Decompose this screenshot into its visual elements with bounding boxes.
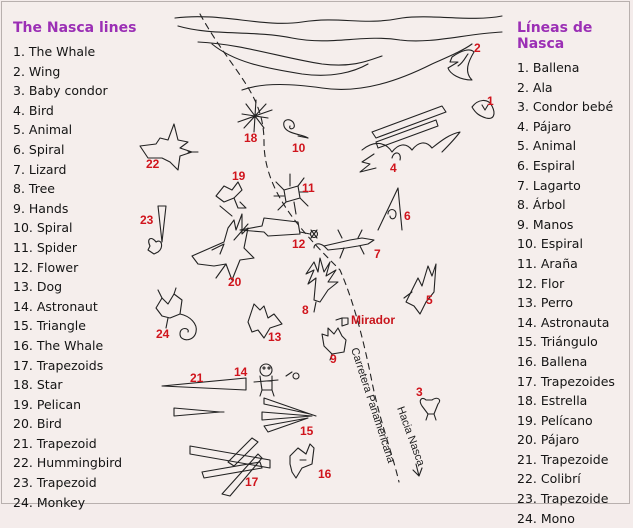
legend-english-item-10: 10. Spiral (13, 220, 73, 236)
label-1: 1 (487, 94, 494, 108)
figure-bird-20 (192, 214, 254, 280)
label-21: 21 (190, 371, 204, 385)
legend-spanish-item-17: 17. Trapezoides (517, 373, 615, 389)
label-15: 15 (300, 424, 314, 438)
label-2: 2 (474, 41, 481, 55)
label-13: 13 (268, 330, 282, 344)
legend-english-item-7: 7. Lizard (13, 161, 67, 177)
legend-english-item-9: 9. Hands (13, 200, 69, 216)
legend-english-item-23: 23. Trapezoid (13, 475, 97, 491)
legend-english-item-12: 12. Flower (13, 259, 79, 275)
legend-spanish-title: Líneas de Nasca (517, 20, 593, 52)
legend-english-item-6: 6. Spiral (13, 141, 65, 157)
legend-english-title: The Nasca lines (13, 20, 137, 36)
legend-english-item-19: 19. Pelican (13, 396, 82, 412)
figure-flower-12 (240, 218, 318, 238)
label-23: 23 (140, 213, 154, 227)
figure-astronaut-14 (254, 364, 299, 396)
label-19: 19 (232, 169, 246, 183)
legend-english-item-18: 18. Star (13, 377, 63, 393)
legend-spanish-item-19: 19. Pelícano (517, 412, 593, 428)
legend-english-item-21: 21. Trapezoid (13, 435, 97, 451)
legend-spanish-item-20: 20. Pájaro (517, 432, 580, 448)
label-8: 8 (302, 303, 309, 317)
legend-spanish-item-14: 14. Astronauta (517, 314, 610, 330)
figure-spiral-10 (284, 120, 308, 138)
legend-english-item-11: 11. Spider (13, 239, 77, 255)
legend-english-item-24: 24. Monkey (13, 494, 86, 510)
figure-star-18 (238, 100, 272, 132)
legend-spanish-item-4: 4. Pájaro (517, 118, 572, 134)
label-10: 10 (292, 141, 306, 155)
legend-spanish-item-15: 15. Triángulo (517, 334, 598, 350)
legend-spanish-item-21: 21. Trapezoide (517, 451, 609, 467)
map-frame (1, 1, 630, 526)
label-14: 14 (234, 365, 248, 379)
label-24: 24 (156, 327, 170, 341)
legend-spanish-item-12: 12. Flor (517, 275, 565, 291)
label-22: 22 (146, 157, 160, 171)
legend-spanish-item-2: 2. Ala (517, 79, 553, 95)
legend-spanish-item-18: 18. Estrella (517, 393, 588, 409)
figure-bird-4 (360, 106, 460, 172)
mirador-icon (336, 318, 348, 326)
legend-spanish-item-6: 6. Espiral (517, 157, 575, 173)
label-11: 11 (302, 181, 315, 195)
legend-spanish-item-9: 9. Manos (517, 216, 574, 232)
legend-english-item-14: 14. Astronaut (13, 298, 98, 314)
figure-trapezoid-21 (162, 378, 246, 416)
figure-baby-condor-3 (420, 398, 439, 420)
legend-english-item-2: 2. Wing (13, 63, 61, 79)
legend-english-item-17: 17. Trapezoids (13, 357, 104, 373)
legend-spanish-item-1: 1. Ballena (517, 60, 580, 75)
legend-spanish-item-23: 23. Trapezoide (517, 491, 609, 507)
legend-english-item-5: 5. Animal (13, 122, 73, 138)
legend-english-item-13: 13. Dog (13, 279, 63, 295)
figure-numbers (140, 41, 494, 489)
legend-spanish-item-24: 24. Mono (517, 510, 575, 526)
legend-spanish-item-13: 13. Perro (517, 295, 574, 311)
label-16: 16 (318, 467, 332, 481)
to-nasca-label: Hacia Nasca (394, 404, 427, 468)
legend-spanish-item-22: 22. Colibrí (517, 471, 581, 487)
label-3: 3 (416, 385, 423, 399)
legend-english-item-4: 4. Bird (13, 102, 54, 118)
label-17: 17 (245, 475, 259, 489)
figure-whale-16 (290, 444, 314, 478)
legend-english-item-20: 20. Bird (13, 416, 62, 432)
legend-spanish-item-5: 5. Animal (517, 138, 577, 154)
label-7: 7 (374, 247, 381, 261)
highway-label: Carretera Panamericana (348, 346, 397, 465)
label-12: 12 (292, 237, 306, 251)
label-6: 6 (404, 209, 411, 223)
legend-english-item-8: 8. Tree (13, 181, 55, 197)
mirador-label: Mirador (351, 313, 396, 327)
legend-spanish-item-7: 7. Lagarto (517, 177, 581, 193)
label-4: 4 (390, 161, 397, 175)
legend-english-item-15: 15. Triangle (13, 318, 86, 334)
legend-english-item-16: 16. The Whale (13, 337, 104, 353)
legend-english-item-1: 1. The Whale (13, 44, 96, 59)
label-20: 20 (228, 275, 242, 289)
legend-english-item-3: 3. Baby condor (13, 83, 108, 99)
figure-spiral-6 (378, 188, 402, 230)
label-5: 5 (426, 293, 433, 307)
figure-tree-8 (306, 258, 338, 312)
legend-spanish-item-11: 11. Araña (517, 255, 578, 271)
legend-spanish-item-3: 3. Condor bebé (517, 99, 614, 115)
figure-pelican-19 (216, 182, 246, 216)
nasca-map (2, 2, 631, 505)
label-9: 9 (330, 352, 337, 366)
figure-lizard-7 (314, 230, 374, 258)
label-18: 18 (244, 131, 258, 145)
legend-english-item-22: 22. Hummingbird (13, 455, 123, 471)
legend-spanish-item-16: 16. Ballena (517, 353, 588, 369)
legend-spanish-item-8: 8. Árbol (517, 197, 566, 213)
legend-spanish-item-10: 10. Espiral (517, 236, 583, 252)
